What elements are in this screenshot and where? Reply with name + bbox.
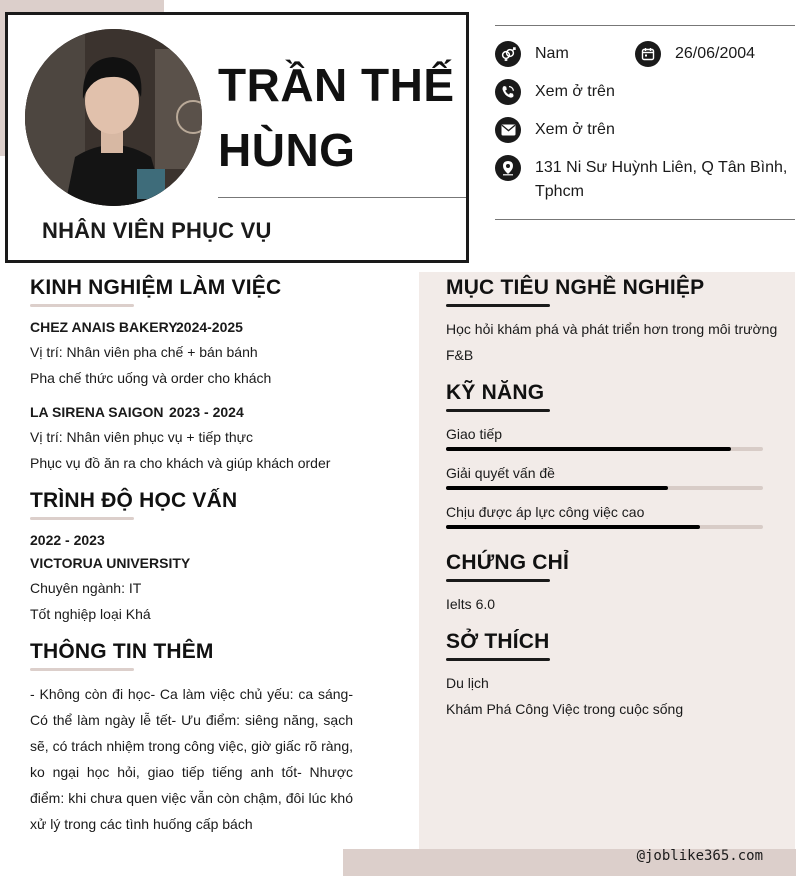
email-value: Xem ở trên: [535, 121, 615, 138]
skill-2-label: Giải quyết vấn đề: [446, 465, 555, 481]
avatar-photo: [25, 29, 202, 206]
watermark-link[interactable]: @joblike365.com: [636, 848, 763, 864]
job-1-position: Vị trí: Nhân viên pha chế + bán bánh: [30, 344, 258, 360]
job-1-company: CHEZ ANAIS BAKERY: [30, 319, 178, 335]
job-2-period: 2023 - 2024: [169, 404, 244, 420]
experience-heading-underline: [30, 304, 134, 307]
experience-heading: KINH NGHIỆM LÀM VIỆC: [30, 276, 282, 299]
gender-value: Nam: [535, 45, 569, 62]
skills-heading-underline: [446, 409, 550, 412]
skills-heading: KỸ NĂNG: [446, 381, 545, 404]
skill-2-bar: [446, 486, 763, 490]
skill-2-level: [446, 486, 668, 490]
education-grade: Tốt nghiệp loại Khá: [30, 606, 151, 622]
objective-heading: MỤC TIÊU NGHỀ NGHIỆP: [446, 276, 705, 299]
job-2-company: LA SIRENA SAIGON: [30, 404, 164, 420]
avatar: [25, 29, 202, 206]
extra-info-heading-underline: [30, 668, 134, 671]
education-major: Chuyên ngành: IT: [30, 580, 142, 596]
address-line-1: 131 Ni Sư Huỳnh Liên, Q Tân Bình,: [535, 159, 788, 176]
phone-value: Xem ở trên: [535, 83, 615, 100]
hobbies-heading: SỞ THÍCH: [446, 630, 550, 653]
objective-line-2: F&B: [446, 347, 474, 363]
birthdate-value: 26/06/2004: [675, 45, 756, 62]
education-school: VICTORUA UNIVERSITY: [30, 555, 191, 571]
name-divider: [218, 197, 466, 198]
candidate-name-line-1: TRẦN THẾ: [218, 59, 455, 111]
job-1-duty: Pha chế thức uống và order cho khách: [30, 370, 272, 386]
education-period: 2022 - 2023: [30, 532, 105, 548]
phone-icon: [495, 79, 521, 105]
job-1-period: 2024-2025: [176, 319, 243, 335]
extra-info-heading: THÔNG TIN THÊM: [30, 640, 214, 663]
education-heading-underline: [30, 517, 134, 520]
address-line-2: Tphcm: [535, 183, 584, 200]
objective-heading-underline: [446, 304, 550, 307]
gender-icon: [495, 41, 521, 67]
candidate-name-line-2: HÙNG: [218, 124, 356, 176]
job-title: NHÂN VIÊN PHỤC VỤ: [42, 218, 272, 243]
certificates-heading: CHỨNG CHỈ: [446, 551, 570, 574]
skill-1-bar: [446, 447, 763, 451]
education-heading: TRÌNH ĐỘ HỌC VẤN: [30, 489, 238, 512]
contact-bottom-divider: [495, 219, 795, 220]
job-2-position: Vị trí: Nhân viên phục vụ + tiếp thực: [30, 429, 253, 445]
hobby-item-2: Khám Phá Công Việc trong cuộc sống: [446, 701, 684, 717]
skill-1-label: Giao tiếp: [446, 426, 503, 442]
envelope-icon: [495, 117, 521, 143]
skill-3-level: [446, 525, 700, 529]
skill-1-level: [446, 447, 731, 451]
objective-line-1: Học hỏi khám phá và phát triển hơn trong môi trường: [446, 321, 778, 337]
job-2-duty: Phục vụ đồ ăn ra cho khách và giúp khách order: [30, 455, 331, 471]
certificate-item: Ielts 6.0: [446, 596, 496, 612]
extra-info-paragraph: - Không còn đi học- Ca làm việc chủ yếu: ca sáng- Có thể làm ngày lễ tết- Ưu điểm: siêng năng, sạch sẽ, có trách nhiệm trong công việc, giờ giấc rõ ràng, ko ngại học hỏi, giao tiếp tiếng anh tốt- Nhược điểm: khi chưa quen việc vẫn còn chậm, đôi lúc khó xử lý trong các tình huống cấp bách: [30, 686, 353, 832]
skill-3-label: Chịu được áp lực công việc cao: [446, 504, 645, 520]
certificates-heading-underline: [446, 579, 550, 582]
location-pin-icon: [495, 155, 521, 181]
contact-top-divider: [495, 25, 795, 26]
skill-3-bar: [446, 525, 763, 529]
calendar-icon: [635, 41, 661, 67]
hobby-item-1: Du lịch: [446, 675, 489, 691]
hobbies-heading-underline: [446, 658, 550, 661]
